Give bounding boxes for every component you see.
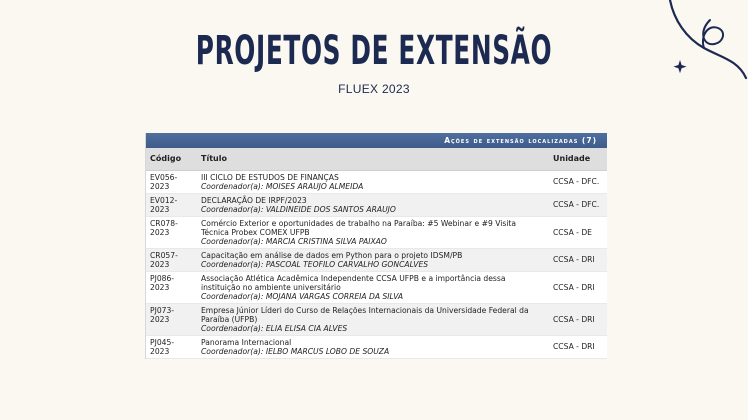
row-coordinator [201, 324, 545, 333]
table-row[interactable] [146, 335, 607, 358]
coordinator-name: MOISES ARAUJO ALMEIDA [265, 181, 364, 191]
row-unit: CCSA - DRI [553, 282, 595, 292]
table-row[interactable] [146, 216, 607, 248]
coordinator-label: Coordenador(a): [201, 236, 264, 246]
row-coordinator [201, 205, 545, 214]
row-title: DECLARAÇÃO DE IRPF/2023 [201, 195, 307, 205]
row-title: Empresa Júnior Líderi do Curso de Relações Internacionais da Universidade Federal da Paraíba (UFPB) [201, 305, 529, 324]
row-title-cell [197, 170, 549, 193]
row-coordinator [201, 347, 545, 356]
row-coordinator [201, 260, 545, 269]
page-title: PROJETOS DE EXTENSÃO [195, 28, 553, 74]
row-title-cell [197, 248, 549, 271]
coordinator-name: PASCOAL TEOFILO CARVALHO GONCALVES [265, 259, 429, 269]
coordinator-name: VALDINEIDE DOS SANTOS ARAUJO [265, 204, 396, 214]
row-code: EV056-2023 [150, 172, 178, 191]
row-code: CR057-2023 [150, 250, 178, 269]
extension-actions-panel [145, 133, 607, 359]
row-unit: CCSA - DFC. [553, 200, 600, 209]
table-row[interactable] [146, 170, 607, 193]
row-title: Capacitação em análise de dados em Python para o projeto IDSM/PB [201, 250, 463, 260]
row-title: Comércio Exterior e oportunidades de trabalho na Paraíba: #5 Webinar e #9 Visita Técnica Probex COMEX UFPB [201, 218, 517, 237]
coordinator-label: Coordenador(a): [201, 323, 264, 333]
column-header-title: Título [197, 148, 549, 170]
row-unit: CCSA - DE [553, 227, 592, 237]
table-row[interactable] [146, 303, 607, 335]
coordinator-label: Coordenador(a): [201, 346, 264, 356]
page-subtitle: FLUEX 2023 [338, 82, 410, 96]
coordinator-label: Coordenador(a): [201, 259, 264, 269]
coordinator-name: MOJANA VARGAS CORREIA DA SILVA [265, 291, 404, 301]
extension-actions-table [146, 148, 607, 359]
row-code: PJ073-2023 [150, 305, 175, 324]
column-header-unit: Unidade [549, 148, 607, 170]
row-code: CR078-2023 [150, 218, 178, 237]
row-unit: CCSA - DFC. [553, 177, 600, 186]
row-code: PJ045-2023 [150, 337, 175, 356]
column-header-code: Código [146, 148, 197, 170]
row-unit: CCSA - DRI [553, 255, 595, 264]
row-title: Panorama Internacional [201, 337, 292, 347]
row-code: EV012-2023 [150, 195, 178, 214]
row-title-cell [197, 303, 549, 335]
swirl-star-decoration-icon [660, 0, 748, 90]
row-title-cell [197, 271, 549, 303]
coordinator-label: Coordenador(a): [201, 181, 264, 191]
row-title: Associação Atlética Acadêmica Independente CCSA UFPB e a importância dessa instituição no ambiente universitário [201, 273, 506, 292]
coordinator-label: Coordenador(a): [201, 291, 264, 301]
table-row[interactable] [146, 193, 607, 216]
coordinator-name: ELIA ELISA CIA ALVES [265, 323, 348, 333]
coordinator-label: Coordenador(a): [201, 204, 264, 214]
coordinator-name: MARCIA CRISTINA SILVA PAIXAO [265, 236, 387, 246]
row-coordinator [201, 292, 545, 301]
row-unit: CCSA - DRI [553, 342, 595, 351]
row-title-cell [197, 193, 549, 216]
panel-caption: Ações de extensão localizadas (7) [146, 133, 607, 148]
row-title: III CICLO DE ESTUDOS DE FINANÇAS [201, 172, 339, 182]
table-header-row [146, 148, 607, 170]
row-unit: CCSA - DRI [553, 314, 595, 324]
row-code: PJ086-2023 [150, 273, 175, 292]
row-title-cell [197, 335, 549, 358]
row-title-cell [197, 216, 549, 248]
row-coordinator [201, 237, 545, 246]
table-row[interactable] [146, 248, 607, 271]
row-coordinator [201, 182, 545, 191]
table-row[interactable] [146, 271, 607, 303]
coordinator-name: IELBO MARCUS LOBO DE SOUZA [265, 346, 390, 356]
